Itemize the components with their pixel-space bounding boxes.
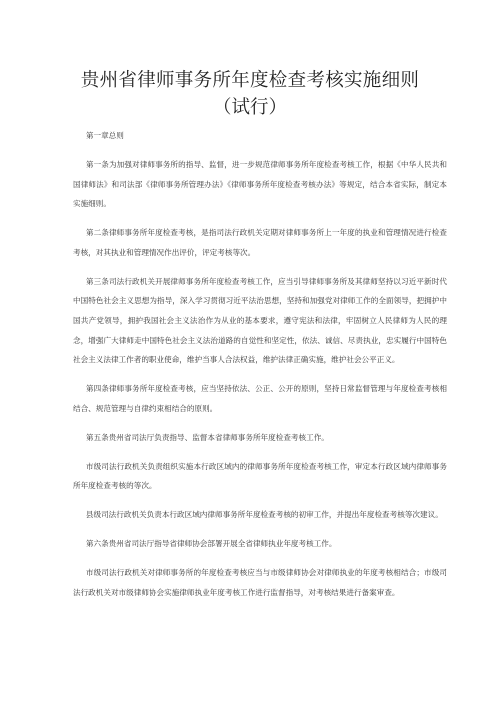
document-body bbox=[73, 126, 447, 612]
article-6: 第六条贵州省司法厅指导省律师协会部署开展全省律师执业年度考核工作。 bbox=[85, 539, 337, 549]
article-6-clause-municipal: 市级司法行政机关对律师事务所的年度检查考核应当与市级律师协会对律师执业的年度考核相结合；市级司法行政机关对市级律师协会实施律师执业年度考核工作进行监督指导，对考核结果进行备案审查。 bbox=[73, 568, 447, 597]
document-title: 贵州省律师事务所年度检查考核实施细则 bbox=[80, 70, 420, 91]
article-5-clause-municipal: 市级司法行政机关负责组织实施本行政区域内的律师事务所年度检查考核工作，审定本行政区域内律师事务所年度检查考核的等次。 bbox=[73, 461, 447, 491]
document-subtitle: （试行） bbox=[212, 97, 287, 118]
article-5-clause-county: 县级司法行政机关负责本行政区域内律师事务所年度检查考核的初审工作，并提出年度检查考核等次建议。 bbox=[85, 510, 443, 520]
chapter-heading: 第一章总则 bbox=[85, 131, 124, 140]
article-3: 第三条司法行政机关开展律师事务所年度检查考核工作，应当引导律师事务所及其律师坚持以习近平新时代中国特色社会主义思想为指导，深入学习贯彻习近平法治思想，坚持和加强党对律师工作的全面领导，把拥护中国共产党领导，拥护我国社会主义法治作为从业的基本要求，遵守宪法和法律，牢固树立人民律师为人民的理念，增强广大律师走中国特色社会主义法治道路的自觉性和坚定性，依法、诚信、尽责执业，忠实履行中国特色社会主义法律工作者的职业使命，维护当事人合法权益，维护法律正确实施，维护社会公平正义。 bbox=[73, 276, 447, 365]
article-2: 第二条律师事务所年度检查考核，是指司法行政机关定期对律师事务所上一年度的执业和管理情况进行检查考核，对其执业和管理情况作出评价，评定考核等次。 bbox=[73, 228, 447, 257]
article-5: 第五条贵州省司法厅负责指导、监督本省律师事务所年度检查考核工作。 bbox=[85, 432, 329, 442]
article-4: 第四条律师事务所年度检查考核，应当坚持依法、公正、公开的原则，坚持日常监督管理与年度检查考核相结合、规范管理与自律约束相结合的原则。 bbox=[73, 384, 447, 413]
article-1: 第一条为加强对律师事务所的指导、监督，进一步规范律师事务所年度检查考核工作，根据《中华人民共和国律师法》和司法部《律师事务所管理办法》《律师事务所年度检查考核办法》等规定，结合本省实际，制定本实施细则。 bbox=[73, 159, 447, 209]
